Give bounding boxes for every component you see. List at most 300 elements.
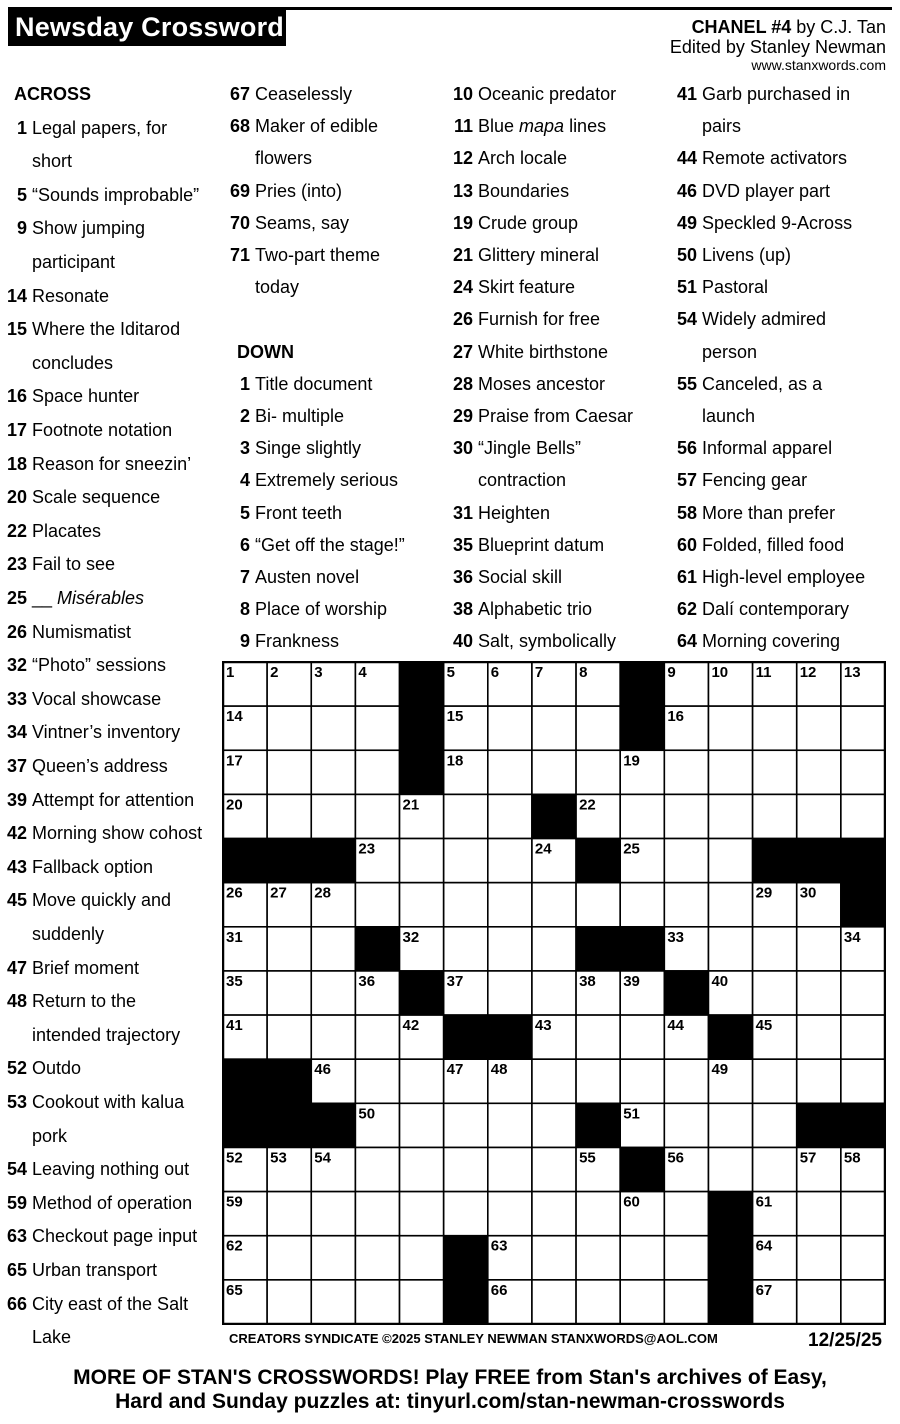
- grid-cell[interactable]: [267, 927, 311, 971]
- clue-continuation: [32, 151, 72, 172]
- clue-text: Extremely serious: [255, 470, 399, 491]
- grid-cell[interactable]: [753, 927, 797, 971]
- grid-cell[interactable]: [267, 750, 311, 794]
- grid-cell[interactable]: [797, 794, 841, 838]
- clue-text: City east of the Salt: [32, 1293, 189, 1314]
- clue-text: Pastoral: [702, 277, 769, 298]
- cell-number: 28: [314, 884, 331, 902]
- clue-text: Praise from Caesar: [478, 406, 634, 426]
- clue: [452, 180, 570, 202]
- black-square: [355, 927, 399, 971]
- grid-cell[interactable]: [355, 883, 399, 927]
- byline: by C.J. Tan: [796, 17, 886, 37]
- grid-cell[interactable]: [488, 1103, 532, 1147]
- cell-number: 33: [667, 928, 685, 946]
- grid-cell[interactable]: [620, 1280, 664, 1324]
- clue: [676, 309, 827, 330]
- cell-number: 32: [402, 928, 420, 946]
- clue: [676, 502, 836, 524]
- cell-number: 42: [402, 1017, 420, 1035]
- clue-text: launch: [702, 406, 756, 426]
- black-square: [532, 794, 576, 838]
- grid-cell[interactable]: [532, 927, 576, 971]
- cell-number: 3: [314, 664, 323, 681]
- grid-cell[interactable]: [488, 750, 532, 794]
- grid-cell[interactable]: [620, 883, 664, 927]
- clue-number: 46: [676, 180, 697, 201]
- grid-cell[interactable]: [532, 1280, 576, 1324]
- black-square: [664, 971, 708, 1015]
- grid-cell[interactable]: [797, 971, 841, 1015]
- grid-cell[interactable]: [841, 1015, 885, 1059]
- clue-continuation: [32, 1025, 180, 1046]
- grid-cell[interactable]: [664, 1236, 708, 1280]
- cell-number: 45: [755, 1017, 773, 1035]
- clue-continuation: [702, 342, 757, 363]
- clue-text: Seams, say: [255, 212, 350, 233]
- black-square: [223, 839, 267, 883]
- cell-number: 23: [358, 840, 376, 858]
- grid-cell[interactable]: [576, 1192, 620, 1236]
- grid-cell[interactable]: [444, 1147, 488, 1191]
- grid-cell[interactable]: [797, 1192, 841, 1236]
- across-heading: ACROSS: [14, 84, 92, 104]
- grid-cell[interactable]: [355, 1147, 399, 1191]
- cell-number: 51: [623, 1105, 640, 1123]
- grid-cell[interactable]: [576, 1015, 620, 1059]
- black-square: [576, 927, 620, 971]
- cell-number: 19: [623, 752, 640, 770]
- grid-cell[interactable]: [841, 1059, 885, 1103]
- black-square: [223, 1059, 267, 1103]
- grid-cell[interactable]: [841, 794, 885, 838]
- clue-number: 21: [452, 245, 473, 265]
- clue-text: Vocal showcase: [32, 688, 162, 709]
- grid-cell[interactable]: [311, 1236, 355, 1280]
- clue-text: Glittery mineral: [478, 245, 600, 265]
- grid-cell[interactable]: [576, 1059, 620, 1103]
- grid-cell[interactable]: [797, 1280, 841, 1324]
- black-square: [400, 662, 444, 706]
- editor-credit: Edited by Stanley Newman: [669, 37, 886, 57]
- grid-cell[interactable]: [708, 927, 752, 971]
- clue: [6, 420, 173, 441]
- clue-number: 47: [6, 957, 27, 978]
- cell-number: 40: [711, 972, 729, 990]
- grid-cell[interactable]: [841, 706, 885, 750]
- grid-cell[interactable]: [620, 1236, 664, 1280]
- clue: [676, 567, 866, 588]
- grid-cell[interactable]: [355, 1280, 399, 1324]
- clue: [452, 212, 579, 234]
- black-square: [753, 839, 797, 883]
- clue-text: “Sounds improbable”: [32, 184, 200, 205]
- clue-number: 45: [6, 890, 27, 911]
- cell-number: 11: [755, 664, 772, 681]
- black-square: [400, 750, 444, 794]
- grid-cell[interactable]: [355, 1015, 399, 1059]
- grid-cell[interactable]: [753, 971, 797, 1015]
- puzzle-byline: [670, 17, 886, 37]
- grid-cell[interactable]: [311, 750, 355, 794]
- black-square: [576, 839, 620, 883]
- cell-number: 24: [534, 840, 552, 858]
- clue-continuation: [702, 406, 755, 427]
- clue-text: Return to the: [32, 991, 137, 1012]
- cell-number: 26: [226, 884, 243, 902]
- clue: [6, 1226, 198, 1247]
- black-square: [708, 1015, 752, 1059]
- clue-text: Attempt for attention: [32, 789, 195, 810]
- grid-cell[interactable]: [664, 794, 708, 838]
- cell-number: 6: [490, 664, 500, 681]
- grid-cell[interactable]: [753, 794, 797, 838]
- grid-cell[interactable]: [444, 927, 488, 971]
- clue: [452, 84, 617, 105]
- clue-number: 20: [6, 487, 27, 508]
- clue-text: Arch locale: [478, 148, 568, 169]
- grid-cell[interactable]: [841, 1192, 885, 1236]
- clue-number: 33: [6, 688, 27, 709]
- grid-cell[interactable]: [664, 1280, 708, 1324]
- clue-text: Numismatist: [32, 621, 132, 642]
- clue-text: “Jingle Bells”: [478, 438, 582, 459]
- grid-cell[interactable]: [620, 794, 664, 838]
- grid-cell[interactable]: [532, 1192, 576, 1236]
- clue-number: 42: [6, 823, 27, 844]
- grid-cell[interactable]: [532, 883, 576, 927]
- grid-cell[interactable]: [753, 1147, 797, 1191]
- grid-cell[interactable]: [444, 1103, 488, 1147]
- grid-cell[interactable]: [532, 1147, 576, 1191]
- clue-text: Skirt feature: [478, 277, 576, 298]
- clue-text: Livens (up): [702, 245, 792, 265]
- clue-text: Legal papers, for: [32, 117, 168, 138]
- clue: [16, 117, 168, 139]
- clue-text: Moses ancestor: [478, 373, 606, 394]
- clue: [452, 245, 600, 266]
- grid-cell[interactable]: [841, 971, 885, 1015]
- clue-continuation: [32, 1327, 71, 1348]
- grid-cell[interactable]: [841, 1280, 885, 1324]
- clue-number: 54: [6, 1159, 27, 1180]
- clue: [229, 212, 350, 234]
- clue-number: 17: [6, 420, 27, 440]
- cell-number: 44: [667, 1017, 685, 1035]
- clue-continuation: [32, 924, 104, 945]
- grid-cell[interactable]: [311, 1192, 355, 1236]
- clue-text: High-level employee: [702, 567, 866, 587]
- copyright-credit: CREATORS SYNDICATE ©2025 STANLEY NEWMAN STANXWORDS@AOL.COM: [229, 1331, 718, 1346]
- clue-number: 5: [16, 184, 27, 205]
- clue-number: 68: [229, 116, 250, 137]
- clue-text: Space hunter: [32, 386, 140, 407]
- clue-number: 8: [239, 599, 250, 620]
- grid-cell[interactable]: [267, 706, 311, 750]
- grid-cell[interactable]: [797, 750, 841, 794]
- clue-text: Placates: [32, 520, 102, 541]
- clue-text: Blue mapa lines: [478, 116, 607, 137]
- clue: [676, 84, 851, 105]
- clue-number: 71: [229, 245, 250, 265]
- clue-text: Fencing gear: [702, 470, 808, 491]
- grid-cell[interactable]: [488, 1147, 532, 1191]
- grid-cell[interactable]: [444, 883, 488, 927]
- cell-number: 58: [843, 1149, 861, 1167]
- black-square: [797, 1103, 841, 1147]
- clue-text: Vintner’s inventory: [32, 722, 181, 743]
- clue: [6, 688, 162, 710]
- clue: [6, 588, 145, 609]
- grid-cell[interactable]: [532, 1103, 576, 1147]
- clue-number: 35: [452, 534, 473, 555]
- grid-cell[interactable]: [488, 794, 532, 838]
- clue-number: 2: [239, 406, 250, 426]
- clue-number: 48: [6, 991, 27, 1012]
- clue: [6, 1058, 82, 1079]
- grid-cell[interactable]: [355, 794, 399, 838]
- cell-number: 29: [755, 884, 773, 902]
- grid-cell[interactable]: [664, 839, 708, 883]
- cell-number: 52: [226, 1149, 243, 1167]
- clue-number: 62: [676, 599, 697, 620]
- black-square: [797, 839, 841, 883]
- clue-text: DVD player part: [702, 180, 831, 201]
- clue-text: Urban transport: [32, 1260, 158, 1280]
- clue: [239, 406, 345, 427]
- grid-cell[interactable]: [267, 1192, 311, 1236]
- grid-cell[interactable]: [532, 706, 576, 750]
- grid-cell[interactable]: [488, 706, 532, 750]
- clue: [452, 148, 568, 169]
- clue-number: 69: [229, 180, 250, 201]
- grid-cell[interactable]: [620, 1015, 664, 1059]
- grid-cell[interactable]: [532, 1236, 576, 1280]
- clue: [6, 655, 167, 676]
- grid-cell[interactable]: [311, 1280, 355, 1324]
- clue: [6, 1092, 185, 1113]
- grid-cell[interactable]: [355, 706, 399, 750]
- clue-text: Dalí contemporary: [702, 599, 850, 620]
- clue-text: “Get off the stage!”: [255, 534, 405, 555]
- clue-number: 6: [239, 534, 250, 555]
- page-title: Newsday Crossword: [8, 10, 286, 46]
- grid-cell[interactable]: [311, 706, 355, 750]
- grid-cell[interactable]: [664, 750, 708, 794]
- grid-cell[interactable]: [797, 927, 841, 971]
- grid-cell[interactable]: [267, 794, 311, 838]
- clue-number: 26: [452, 309, 473, 330]
- grid-cell[interactable]: [797, 1015, 841, 1059]
- grid-cell[interactable]: [488, 883, 532, 927]
- grid-cell[interactable]: [797, 1059, 841, 1103]
- clue: [6, 1159, 190, 1180]
- cell-number: 13: [843, 664, 861, 681]
- clue-text: Scale sequence: [32, 487, 161, 508]
- grid-cell[interactable]: [311, 794, 355, 838]
- clue: [6, 823, 203, 844]
- grid-cell[interactable]: [532, 750, 576, 794]
- grid-cell[interactable]: [400, 839, 444, 883]
- clue: [676, 277, 769, 298]
- clue-text: Maker of edible: [255, 116, 379, 137]
- clue: [676, 534, 845, 556]
- clue-text: Reason for sneezin’: [32, 453, 192, 474]
- clue-text: Garb purchased in: [702, 84, 851, 104]
- clue-number: 56: [676, 438, 697, 459]
- grid-cell[interactable]: [708, 706, 752, 750]
- clue-number: 57: [676, 470, 697, 491]
- grid-cell[interactable]: [797, 1236, 841, 1280]
- clue-number: 4: [239, 470, 250, 491]
- clue: [453, 116, 607, 137]
- grid-cell[interactable]: [267, 1015, 311, 1059]
- clue-text: Method of operation: [32, 1192, 193, 1213]
- grid-cell[interactable]: [841, 1236, 885, 1280]
- cell-number: 67: [755, 1281, 773, 1299]
- grid-cell[interactable]: [664, 883, 708, 927]
- clue-text: Checkout page input: [32, 1226, 198, 1247]
- grid-cell[interactable]: [708, 1147, 752, 1191]
- grid-cell[interactable]: [311, 971, 355, 1015]
- clue-text: today: [255, 277, 300, 298]
- grid-cell[interactable]: [664, 1192, 708, 1236]
- cell-number: 37: [446, 972, 464, 990]
- clue-number: 39: [6, 789, 27, 810]
- grid-cell[interactable]: [400, 1192, 444, 1236]
- grid-cell[interactable]: [708, 794, 752, 838]
- grid-cell[interactable]: [400, 1280, 444, 1324]
- grid-cell[interactable]: [355, 1192, 399, 1236]
- grid-cell[interactable]: [708, 883, 752, 927]
- grid-cell[interactable]: [576, 706, 620, 750]
- grid-cell[interactable]: [708, 839, 752, 883]
- grid-cell[interactable]: [444, 794, 488, 838]
- clue-number: 31: [452, 502, 473, 523]
- clue-text: Speckled 9-Across: [702, 212, 853, 233]
- clue: [6, 285, 110, 307]
- clue-text: Furnish for free: [478, 309, 601, 330]
- grid-cell[interactable]: [355, 750, 399, 794]
- cell-number: 25: [623, 840, 640, 858]
- clue-number: 13: [452, 180, 473, 201]
- grid-cell[interactable]: [355, 1236, 399, 1280]
- clue: [229, 116, 379, 137]
- clue-text: Social skill: [478, 567, 563, 587]
- grid-cell[interactable]: [753, 706, 797, 750]
- grid-cell[interactable]: [400, 1236, 444, 1280]
- clue-text: Heighten: [478, 502, 551, 523]
- black-square: [311, 839, 355, 883]
- black-square: [311, 1103, 355, 1147]
- clue-text: Front teeth: [255, 502, 343, 523]
- clue-number: 66: [6, 1293, 27, 1314]
- grid-cell[interactable]: [355, 1059, 399, 1103]
- grid-cell[interactable]: [532, 971, 576, 1015]
- clue-text: concludes: [32, 352, 114, 373]
- clue-text: Ceaselessly: [255, 84, 353, 104]
- black-square: [620, 927, 664, 971]
- grid-cell[interactable]: [400, 883, 444, 927]
- clue: [6, 1192, 193, 1214]
- clue: [452, 277, 576, 298]
- cell-number: 53: [270, 1149, 287, 1167]
- grid-cell[interactable]: [267, 971, 311, 1015]
- cell-number: 48: [490, 1061, 508, 1079]
- grid-cell[interactable]: [753, 750, 797, 794]
- grid-cell[interactable]: [708, 1103, 752, 1147]
- grid-cell[interactable]: [400, 1059, 444, 1103]
- grid-cell[interactable]: [488, 839, 532, 883]
- cell-number: 34: [843, 928, 861, 946]
- clue: [6, 957, 140, 979]
- grid-cell[interactable]: [400, 1147, 444, 1191]
- clue-text: Fallback option: [32, 856, 154, 877]
- cell-number: 20: [226, 796, 243, 814]
- grid-cell[interactable]: [664, 1103, 708, 1147]
- clue-number: 7: [239, 567, 250, 587]
- grid-cell[interactable]: [488, 1192, 532, 1236]
- grid-cell[interactable]: [576, 883, 620, 927]
- grid-cell[interactable]: [267, 1236, 311, 1280]
- cell-number: 64: [755, 1237, 773, 1255]
- grid-cell[interactable]: [620, 1059, 664, 1103]
- grid-cell[interactable]: [267, 1280, 311, 1324]
- grid-cell[interactable]: [444, 1192, 488, 1236]
- clue-text: participant: [32, 252, 116, 272]
- grid-cell[interactable]: [841, 750, 885, 794]
- grid-cell[interactable]: [753, 1059, 797, 1103]
- grid-cell[interactable]: [576, 1280, 620, 1324]
- grid-cell[interactable]: [400, 1103, 444, 1147]
- grid-cell[interactable]: [576, 1236, 620, 1280]
- cell-number: 41: [226, 1017, 243, 1035]
- clue-text: Widely admired: [702, 309, 827, 330]
- clue-number: 23: [6, 554, 27, 575]
- cell-number: 27: [270, 884, 287, 902]
- grid-cell[interactable]: [532, 1059, 576, 1103]
- grid-cell[interactable]: [708, 750, 752, 794]
- clue-text: Canceled, as a: [702, 373, 823, 394]
- grid-cell[interactable]: [753, 1103, 797, 1147]
- grid-cell[interactable]: [488, 971, 532, 1015]
- clue-continuation: [478, 470, 566, 491]
- grid-cell[interactable]: [488, 927, 532, 971]
- clue-text: Boundaries: [478, 180, 570, 201]
- black-square: [620, 706, 664, 750]
- cell-number: 17: [226, 752, 243, 770]
- black-square: [400, 971, 444, 1015]
- clue-text: Outdo: [32, 1058, 82, 1079]
- clue-number: 50: [676, 245, 697, 265]
- grid-cell[interactable]: [311, 1015, 355, 1059]
- cell-number: 39: [623, 972, 640, 990]
- black-square: [267, 1059, 311, 1103]
- cell-number: 1: [226, 664, 235, 681]
- clue: [16, 184, 200, 206]
- grid-cell[interactable]: [797, 706, 841, 750]
- cell-number: 61: [755, 1193, 773, 1211]
- grid-cell[interactable]: [664, 1059, 708, 1103]
- crossword-grid[interactable]: [222, 661, 886, 1325]
- clue-continuation: [32, 353, 113, 374]
- clue-number: 67: [229, 84, 250, 104]
- grid-cell[interactable]: [444, 839, 488, 883]
- clue-text: person: [702, 341, 758, 362]
- clue: [452, 567, 563, 588]
- grid-cell[interactable]: [311, 927, 355, 971]
- grid-cell[interactable]: [576, 750, 620, 794]
